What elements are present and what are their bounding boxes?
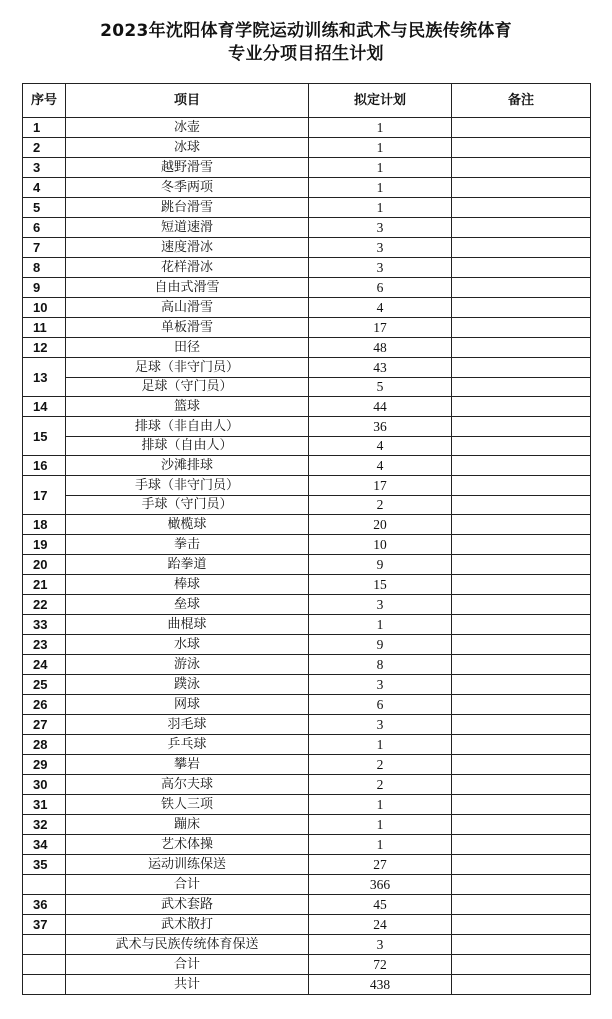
table-row (23, 218, 591, 238)
row-remark (452, 915, 591, 935)
row-serial-no: 15 (23, 417, 66, 456)
row-serial-no: 26 (23, 695, 66, 715)
table-row (23, 875, 591, 895)
row-remark (452, 298, 591, 318)
table-row (23, 815, 591, 835)
table-row (23, 278, 591, 298)
row-item: 田径 (66, 338, 309, 358)
row-plan: 6 (309, 278, 452, 298)
table-row (23, 555, 591, 575)
row-remark (452, 755, 591, 775)
row-serial-no: 30 (23, 775, 66, 795)
row-serial-no: 13 (23, 358, 66, 397)
row-plan: 5 (309, 378, 452, 397)
row-serial-no: 12 (23, 338, 66, 358)
table-row (23, 695, 591, 715)
table-row (23, 835, 591, 855)
row-item: 沙滩排球 (66, 456, 309, 476)
row-plan: 45 (309, 895, 452, 915)
row-remark (452, 318, 591, 338)
header-serial-no: 序号 (23, 84, 66, 118)
row-serial-no: 10 (23, 298, 66, 318)
row-serial-no: 17 (23, 476, 66, 515)
row-item: 自由式滑雪 (66, 278, 309, 298)
row-plan: 44 (309, 397, 452, 417)
row-item: 冰壶 (66, 118, 309, 138)
row-remark (452, 935, 591, 955)
table-row (23, 476, 591, 496)
row-remark (452, 555, 591, 575)
table-row (23, 735, 591, 755)
row-item: 排球（非自由人） (66, 417, 309, 437)
row-serial-no: 25 (23, 675, 66, 695)
row-plan: 17 (309, 476, 452, 496)
row-item: 攀岩 (66, 755, 309, 775)
header-remark: 备注 (452, 84, 591, 118)
table-row (23, 318, 591, 338)
row-remark (452, 397, 591, 417)
row-serial-no: 14 (23, 397, 66, 417)
row-remark (452, 476, 591, 496)
table-row (23, 935, 591, 955)
row-remark (452, 895, 591, 915)
row-item: 蹦床 (66, 815, 309, 835)
table-row (23, 417, 591, 437)
row-remark (452, 158, 591, 178)
row-serial-no: 37 (23, 915, 66, 935)
row-plan: 4 (309, 298, 452, 318)
row-remark (452, 378, 591, 397)
table-row (23, 675, 591, 695)
row-serial-no: 7 (23, 238, 66, 258)
row-serial-no: 6 (23, 218, 66, 238)
row-remark (452, 535, 591, 555)
table-row (23, 855, 591, 875)
table-row (23, 515, 591, 535)
row-plan: 1 (309, 158, 452, 178)
table-row (23, 615, 591, 635)
row-serial-no: 24 (23, 655, 66, 675)
row-remark (452, 238, 591, 258)
row-remark (452, 855, 591, 875)
table-row (23, 895, 591, 915)
row-serial-no: 8 (23, 258, 66, 278)
row-remark (452, 695, 591, 715)
row-serial-no: 1 (23, 118, 66, 138)
row-item: 棒球 (66, 575, 309, 595)
row-plan: 1 (309, 815, 452, 835)
row-serial-no: 27 (23, 715, 66, 735)
row-plan: 6 (309, 695, 452, 715)
table-row (23, 915, 591, 935)
row-item: 橄榄球 (66, 515, 309, 535)
document-title-line2: 专业分项目招生计划 (228, 44, 384, 64)
row-item: 速度滑冰 (66, 238, 309, 258)
row-remark (452, 496, 591, 515)
row-plan: 366 (309, 875, 452, 895)
row-plan: 43 (309, 358, 452, 378)
row-serial-no: 21 (23, 575, 66, 595)
row-plan: 15 (309, 575, 452, 595)
row-remark (452, 595, 591, 615)
table-header-row (23, 84, 591, 118)
table-row (23, 118, 591, 138)
row-item: 武术散打 (66, 915, 309, 935)
row-serial-no: 19 (23, 535, 66, 555)
row-remark (452, 118, 591, 138)
document-title-line1: 2023年沈阳体育学院运动训练和武术与民族传统体育 (100, 21, 512, 41)
row-remark (452, 338, 591, 358)
row-plan: 24 (309, 915, 452, 935)
enrollment-plan-table (22, 83, 591, 995)
row-serial-no: 16 (23, 456, 66, 476)
row-remark (452, 715, 591, 735)
table-row (23, 138, 591, 158)
row-serial-no: 4 (23, 178, 66, 198)
table-row (23, 655, 591, 675)
row-plan: 3 (309, 935, 452, 955)
table-row (23, 358, 591, 378)
table-row (23, 178, 591, 198)
row-remark (452, 675, 591, 695)
row-serial-no: 36 (23, 895, 66, 915)
header-plan: 拟定计划 (309, 84, 452, 118)
row-plan: 1 (309, 178, 452, 198)
table-row (23, 397, 591, 417)
row-item: 足球（非守门员） (66, 358, 309, 378)
row-item: 羽毛球 (66, 715, 309, 735)
table-row (23, 437, 591, 456)
row-remark (452, 437, 591, 456)
row-plan: 4 (309, 456, 452, 476)
row-item: 冬季两项 (66, 178, 309, 198)
row-serial-no: 20 (23, 555, 66, 575)
row-item: 垒球 (66, 595, 309, 615)
table-body (23, 118, 591, 995)
row-serial-no: 18 (23, 515, 66, 535)
row-plan: 27 (309, 855, 452, 875)
row-plan: 1 (309, 615, 452, 635)
row-item: 排球（自由人） (66, 437, 309, 456)
row-item: 跆拳道 (66, 555, 309, 575)
table-row (23, 775, 591, 795)
row-item: 越野滑雪 (66, 158, 309, 178)
row-item: 跳台滑雪 (66, 198, 309, 218)
row-plan: 9 (309, 555, 452, 575)
row-plan: 1 (309, 138, 452, 158)
row-item: 共计 (66, 975, 309, 995)
row-plan: 10 (309, 535, 452, 555)
table-row (23, 575, 591, 595)
row-plan: 1 (309, 118, 452, 138)
row-plan: 2 (309, 775, 452, 795)
row-plan: 4 (309, 437, 452, 456)
row-serial-no: 28 (23, 735, 66, 755)
row-serial-no (23, 955, 66, 975)
table-row (23, 635, 591, 655)
row-remark (452, 575, 591, 595)
row-serial-no: 32 (23, 815, 66, 835)
row-serial-no (23, 975, 66, 995)
row-plan: 3 (309, 595, 452, 615)
row-item: 武术与民族传统体育保送 (66, 935, 309, 955)
row-remark (452, 417, 591, 437)
table-row (23, 238, 591, 258)
row-plan: 1 (309, 795, 452, 815)
table-row (23, 496, 591, 515)
row-remark (452, 358, 591, 378)
row-serial-no: 35 (23, 855, 66, 875)
row-remark (452, 635, 591, 655)
table-row (23, 258, 591, 278)
row-item: 花样滑冰 (66, 258, 309, 278)
row-plan: 20 (309, 515, 452, 535)
row-serial-no (23, 875, 66, 895)
row-remark (452, 278, 591, 298)
row-serial-no: 2 (23, 138, 66, 158)
row-item: 艺术体操 (66, 835, 309, 855)
row-item: 足球（守门员） (66, 378, 309, 397)
table-row (23, 755, 591, 775)
row-remark (452, 615, 591, 635)
row-item: 合计 (66, 875, 309, 895)
row-remark (452, 218, 591, 238)
table-row (23, 975, 591, 995)
row-plan: 9 (309, 635, 452, 655)
row-remark (452, 178, 591, 198)
row-serial-no: 11 (23, 318, 66, 338)
row-plan: 3 (309, 675, 452, 695)
row-item: 高尔夫球 (66, 775, 309, 795)
row-serial-no (23, 935, 66, 955)
row-remark (452, 655, 591, 675)
row-serial-no: 5 (23, 198, 66, 218)
row-remark (452, 258, 591, 278)
table-row (23, 198, 591, 218)
row-remark (452, 795, 591, 815)
row-item: 水球 (66, 635, 309, 655)
row-remark (452, 456, 591, 476)
row-item: 铁人三项 (66, 795, 309, 815)
row-plan: 1 (309, 735, 452, 755)
row-item: 短道速滑 (66, 218, 309, 238)
row-plan: 2 (309, 755, 452, 775)
row-item: 蹼泳 (66, 675, 309, 695)
row-serial-no: 22 (23, 595, 66, 615)
row-remark (452, 515, 591, 535)
row-item: 手球（守门员） (66, 496, 309, 515)
row-plan: 8 (309, 655, 452, 675)
table-row (23, 795, 591, 815)
table-row (23, 338, 591, 358)
row-serial-no: 29 (23, 755, 66, 775)
row-item: 冰球 (66, 138, 309, 158)
row-plan: 3 (309, 238, 452, 258)
header-item: 项目 (66, 84, 309, 118)
row-plan: 3 (309, 258, 452, 278)
row-serial-no: 34 (23, 835, 66, 855)
table-row (23, 158, 591, 178)
table-row (23, 535, 591, 555)
table-row (23, 298, 591, 318)
table-row (23, 595, 591, 615)
row-item: 篮球 (66, 397, 309, 417)
row-plan: 438 (309, 975, 452, 995)
table-row (23, 378, 591, 397)
row-serial-no: 31 (23, 795, 66, 815)
row-item: 单板滑雪 (66, 318, 309, 338)
row-plan: 48 (309, 338, 452, 358)
row-item: 手球（非守门员） (66, 476, 309, 496)
row-item: 网球 (66, 695, 309, 715)
row-serial-no: 23 (23, 635, 66, 655)
table-row (23, 715, 591, 735)
row-item: 高山滑雪 (66, 298, 309, 318)
row-plan: 36 (309, 417, 452, 437)
row-remark (452, 198, 591, 218)
row-remark (452, 955, 591, 975)
row-item: 武术套路 (66, 895, 309, 915)
row-plan: 1 (309, 835, 452, 855)
row-serial-no: 9 (23, 278, 66, 298)
row-plan: 1 (309, 198, 452, 218)
table-row (23, 955, 591, 975)
row-serial-no: 3 (23, 158, 66, 178)
row-plan: 3 (309, 218, 452, 238)
row-remark (452, 735, 591, 755)
row-plan: 72 (309, 955, 452, 975)
row-remark (452, 815, 591, 835)
row-plan: 17 (309, 318, 452, 338)
row-plan: 3 (309, 715, 452, 735)
row-remark (452, 975, 591, 995)
row-item: 运动训练保送 (66, 855, 309, 875)
row-item: 合计 (66, 955, 309, 975)
row-serial-no: 33 (23, 615, 66, 635)
row-item: 乒乓球 (66, 735, 309, 755)
row-plan: 2 (309, 496, 452, 515)
row-item: 曲棍球 (66, 615, 309, 635)
row-remark (452, 775, 591, 795)
row-remark (452, 835, 591, 855)
table-row (23, 456, 591, 476)
row-remark (452, 875, 591, 895)
row-item: 游泳 (66, 655, 309, 675)
row-remark (452, 138, 591, 158)
row-item: 拳击 (66, 535, 309, 555)
